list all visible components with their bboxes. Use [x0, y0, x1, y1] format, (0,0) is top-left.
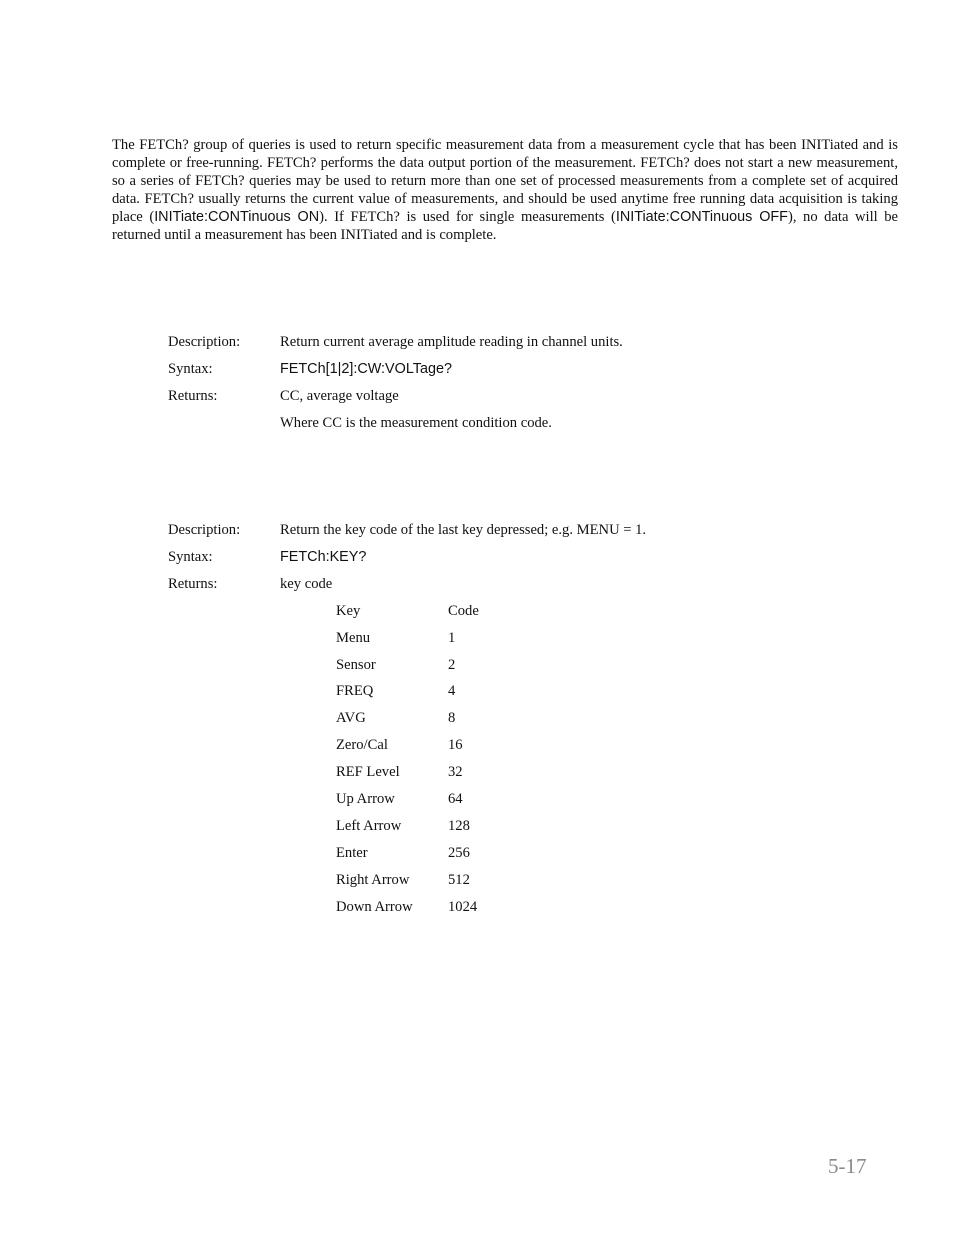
- key-code: 4: [448, 683, 456, 699]
- description-label: Description:: [168, 334, 241, 350]
- intro-paragraph: [112, 136, 898, 244]
- intro-text-1: The FETCh? group of queries is used to return specific measurement data from a measurement cycle that has been INITiated and is complete or free-running. FETCh? performs the data output portion of the measurement. FETCh? does not start a new measurement, so a series of FETCh? queries may be used to return more than one set of processed measurements from a complete set of acquired data. FETCh? usually returns the current value of measurements, and should be used anytime free running data acquisition is taking place (: [112, 137, 898, 225]
- key-name: Menu: [336, 630, 371, 646]
- key-code: 512: [448, 872, 470, 888]
- syntax-command: FETCh:KEY?: [280, 549, 367, 565]
- key-name: AVG: [336, 710, 366, 726]
- description-label: Description:: [168, 522, 241, 538]
- command-continuous-on: INITiate:CONTinuous ON: [154, 209, 320, 225]
- syntax-command: FETCh[1|2]:CW:VOLTage?: [280, 361, 452, 377]
- returns-text: key code: [280, 576, 333, 592]
- intro-text-3: ), no data will be returned until a measurement has been INITiated and is complete.: [112, 209, 899, 243]
- key-code: 8: [448, 710, 456, 726]
- returns-label: Returns:: [168, 576, 218, 592]
- command-continuous-off: INITiate:CONTinuous OFF: [615, 209, 788, 225]
- key-code: 64: [448, 791, 463, 807]
- key-code: 128: [448, 818, 470, 834]
- syntax-label: Syntax:: [168, 361, 213, 377]
- description-text: Return the key code of the last key depressed; e.g. MENU = 1.: [280, 522, 647, 538]
- key-name: Down Arrow: [336, 899, 413, 915]
- description-text: Return current average amplitude reading in channel units.: [280, 334, 623, 350]
- key-name: Left Arrow: [336, 818, 402, 834]
- key-code: 16: [448, 737, 463, 753]
- key-name: Enter: [336, 845, 368, 861]
- returns-label: Returns:: [168, 388, 218, 404]
- key-code: 1: [448, 630, 456, 646]
- returns-note: Where CC is the measurement condition code.: [280, 415, 552, 431]
- key-name: FREQ: [336, 683, 374, 699]
- table-header-key: Key: [336, 603, 361, 619]
- key-code: 32: [448, 764, 463, 780]
- returns-text: CC, average voltage: [280, 388, 399, 404]
- page-number: 5-17: [828, 1154, 867, 1178]
- table-header-code: Code: [448, 603, 479, 619]
- key-name: Zero/Cal: [336, 737, 388, 753]
- intro-text-2: ). If FETCh? is used for single measurements (: [319, 209, 616, 225]
- key-code: 256: [448, 845, 470, 861]
- key-code: 1024: [448, 899, 478, 915]
- syntax-label: Syntax:: [168, 549, 213, 565]
- key-name: Up Arrow: [336, 791, 395, 807]
- key-code: 2: [448, 657, 456, 673]
- key-name: REF Level: [336, 764, 400, 780]
- key-name: Sensor: [336, 657, 376, 673]
- key-name: Right Arrow: [336, 872, 410, 888]
